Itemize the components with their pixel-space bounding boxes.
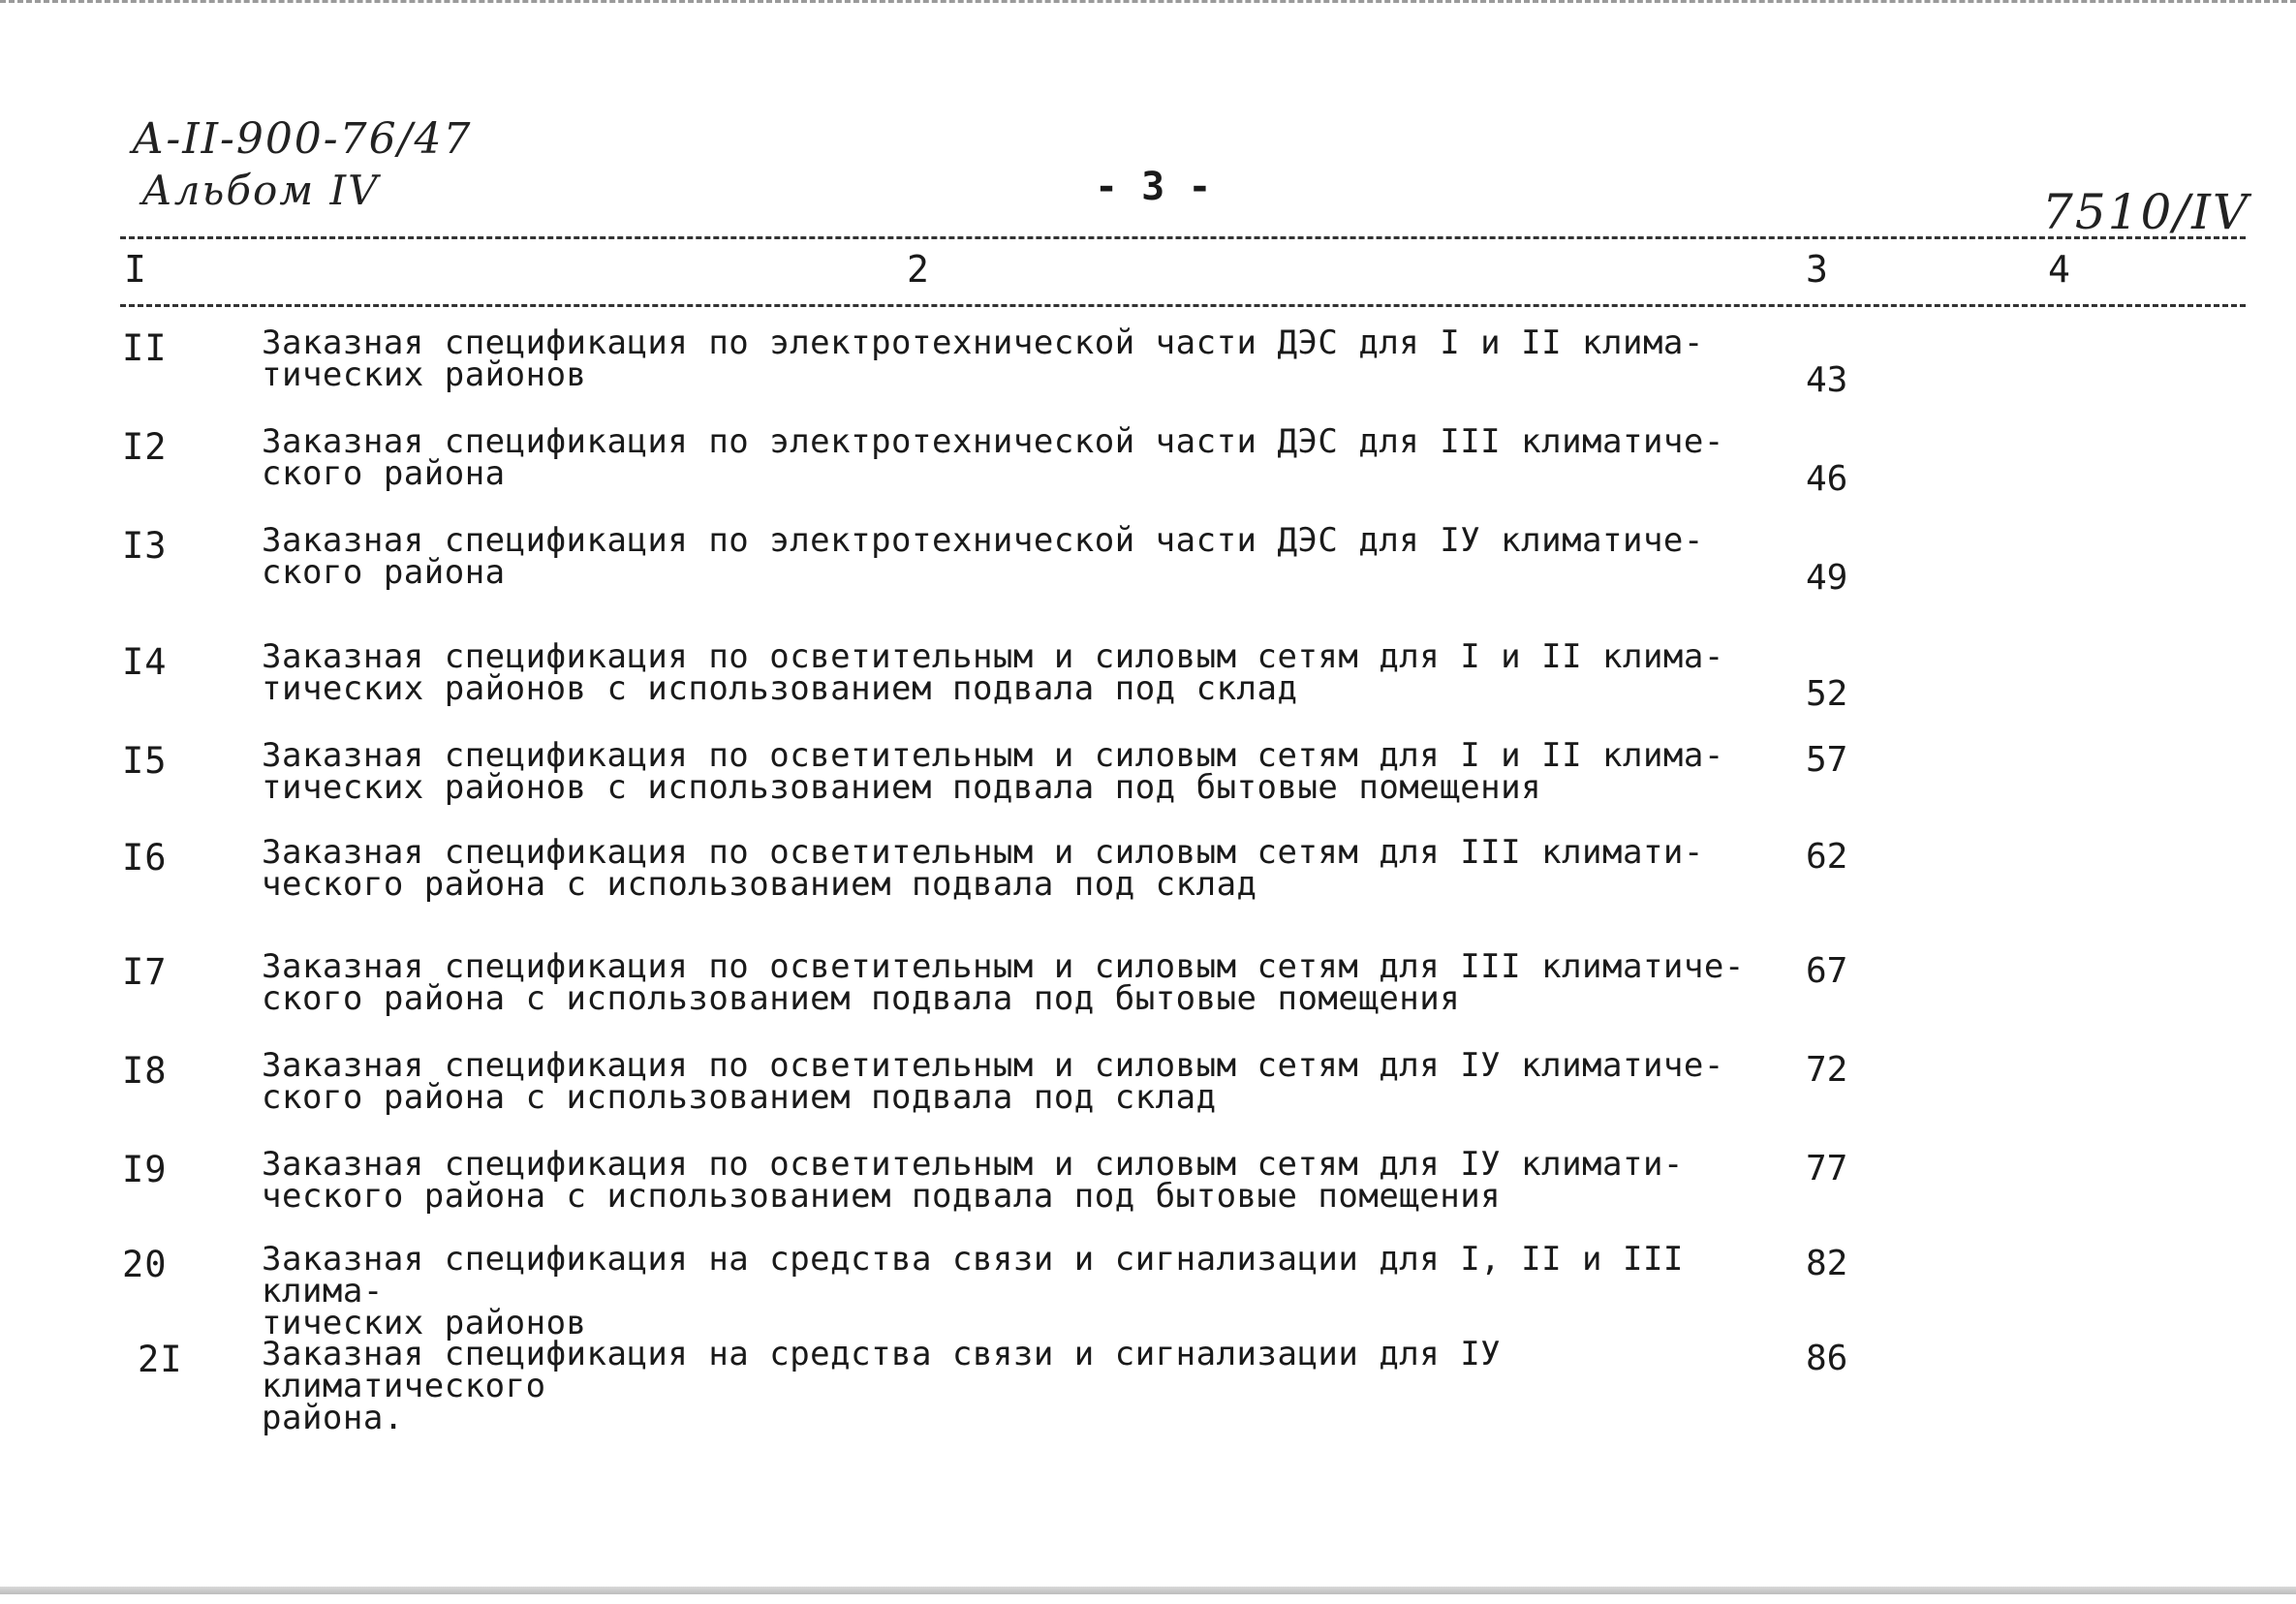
table-row bbox=[0, 637, 2296, 738]
row-page: 57 bbox=[1806, 740, 1848, 780]
row-page: 43 bbox=[1806, 360, 1848, 400]
table-row bbox=[0, 422, 2296, 523]
row-page: 82 bbox=[1806, 1244, 1848, 1283]
row-number: 20 bbox=[122, 1244, 168, 1285]
row-number: I2 bbox=[122, 426, 168, 468]
row-number: I6 bbox=[122, 837, 168, 879]
row-page: 67 bbox=[1806, 951, 1848, 991]
row-number: I4 bbox=[122, 641, 168, 683]
table-row bbox=[0, 736, 2296, 837]
scan-edge-top bbox=[0, 0, 2296, 8]
page-number: - 3 - bbox=[1095, 165, 1212, 209]
row-title: Заказная спецификация по осветительным и силовым сетям для IУ климати- ческого района с использованием подвала под бытовые помещения bbox=[262, 1145, 1684, 1216]
row-title: Заказная спецификация по осветительным и силовым сетям для III климатиче- ского района с использованием подвала под бытовые помещения bbox=[262, 947, 1745, 1018]
column-header-3: 3 bbox=[1806, 248, 1828, 291]
row-title: Заказная спецификация по осветительным и силовым сетям для I и II клима- тических районов с использованием подвала под бытовые помещения bbox=[262, 736, 1724, 807]
scan-edge-bottom bbox=[0, 1587, 2296, 1594]
table-row bbox=[0, 1335, 2296, 1437]
row-title: Заказная спецификация по осветительным и силовым сетям для IУ климатиче- ского района с использованием подвала под склад bbox=[262, 1046, 1724, 1117]
row-title: Заказная спецификация по электротехнической части ДЭС для I и II клима- тических районов bbox=[262, 324, 1704, 394]
document-code: А-II-900-76/47 bbox=[132, 114, 473, 164]
row-number: I9 bbox=[122, 1149, 168, 1190]
table-row bbox=[0, 1240, 2296, 1342]
column-header-2: 2 bbox=[907, 248, 929, 291]
row-title: Заказная спецификация по электротехнической части ДЭС для IУ климатиче- ского района bbox=[262, 521, 1704, 592]
row-number: II bbox=[122, 327, 168, 369]
table-row bbox=[0, 1145, 2296, 1246]
row-title: Заказная спецификация на средства связи и сигнализации для I, II и III клима- тических районов bbox=[262, 1240, 1684, 1342]
column-header-4: 4 bbox=[2048, 248, 2070, 291]
table-row bbox=[0, 833, 2296, 934]
table-row bbox=[0, 521, 2296, 622]
row-title: Заказная спецификация на средства связи и сигнализации для IУ климатического района. bbox=[262, 1335, 1502, 1437]
row-page: 46 bbox=[1806, 459, 1848, 499]
row-page: 62 bbox=[1806, 837, 1848, 877]
inventory-number: 7510/IV bbox=[2042, 184, 2249, 240]
row-page: 77 bbox=[1806, 1149, 1848, 1188]
table-row bbox=[0, 947, 2296, 1048]
album-label: Альбом IV bbox=[141, 167, 380, 214]
row-title: Заказная спецификация по осветительным и силовым сетям для III климати- ческого района с использованием подвала под склад bbox=[262, 833, 1704, 904]
row-number: I5 bbox=[122, 740, 168, 782]
row-page: 49 bbox=[1806, 558, 1848, 598]
table-row bbox=[0, 324, 2296, 424]
row-page: 52 bbox=[1806, 674, 1848, 714]
row-page: 72 bbox=[1806, 1050, 1848, 1090]
header-rule-bottom bbox=[120, 304, 2246, 307]
row-number: I3 bbox=[122, 525, 168, 567]
header-rule-top bbox=[120, 236, 2246, 239]
row-number: I7 bbox=[122, 951, 168, 993]
table-row bbox=[0, 1046, 2296, 1147]
row-number: I8 bbox=[122, 1050, 168, 1092]
row-title: Заказная спецификация по электротехнической части ДЭС для III климатиче- ского района bbox=[262, 422, 1724, 493]
row-page: 86 bbox=[1806, 1339, 1848, 1378]
column-header-1: I bbox=[124, 248, 146, 291]
row-title: Заказная спецификация по осветительным и силовым сетям для I и II клима- тических районов с использованием подвала под склад bbox=[262, 637, 1724, 708]
row-number: 2I bbox=[138, 1339, 183, 1380]
